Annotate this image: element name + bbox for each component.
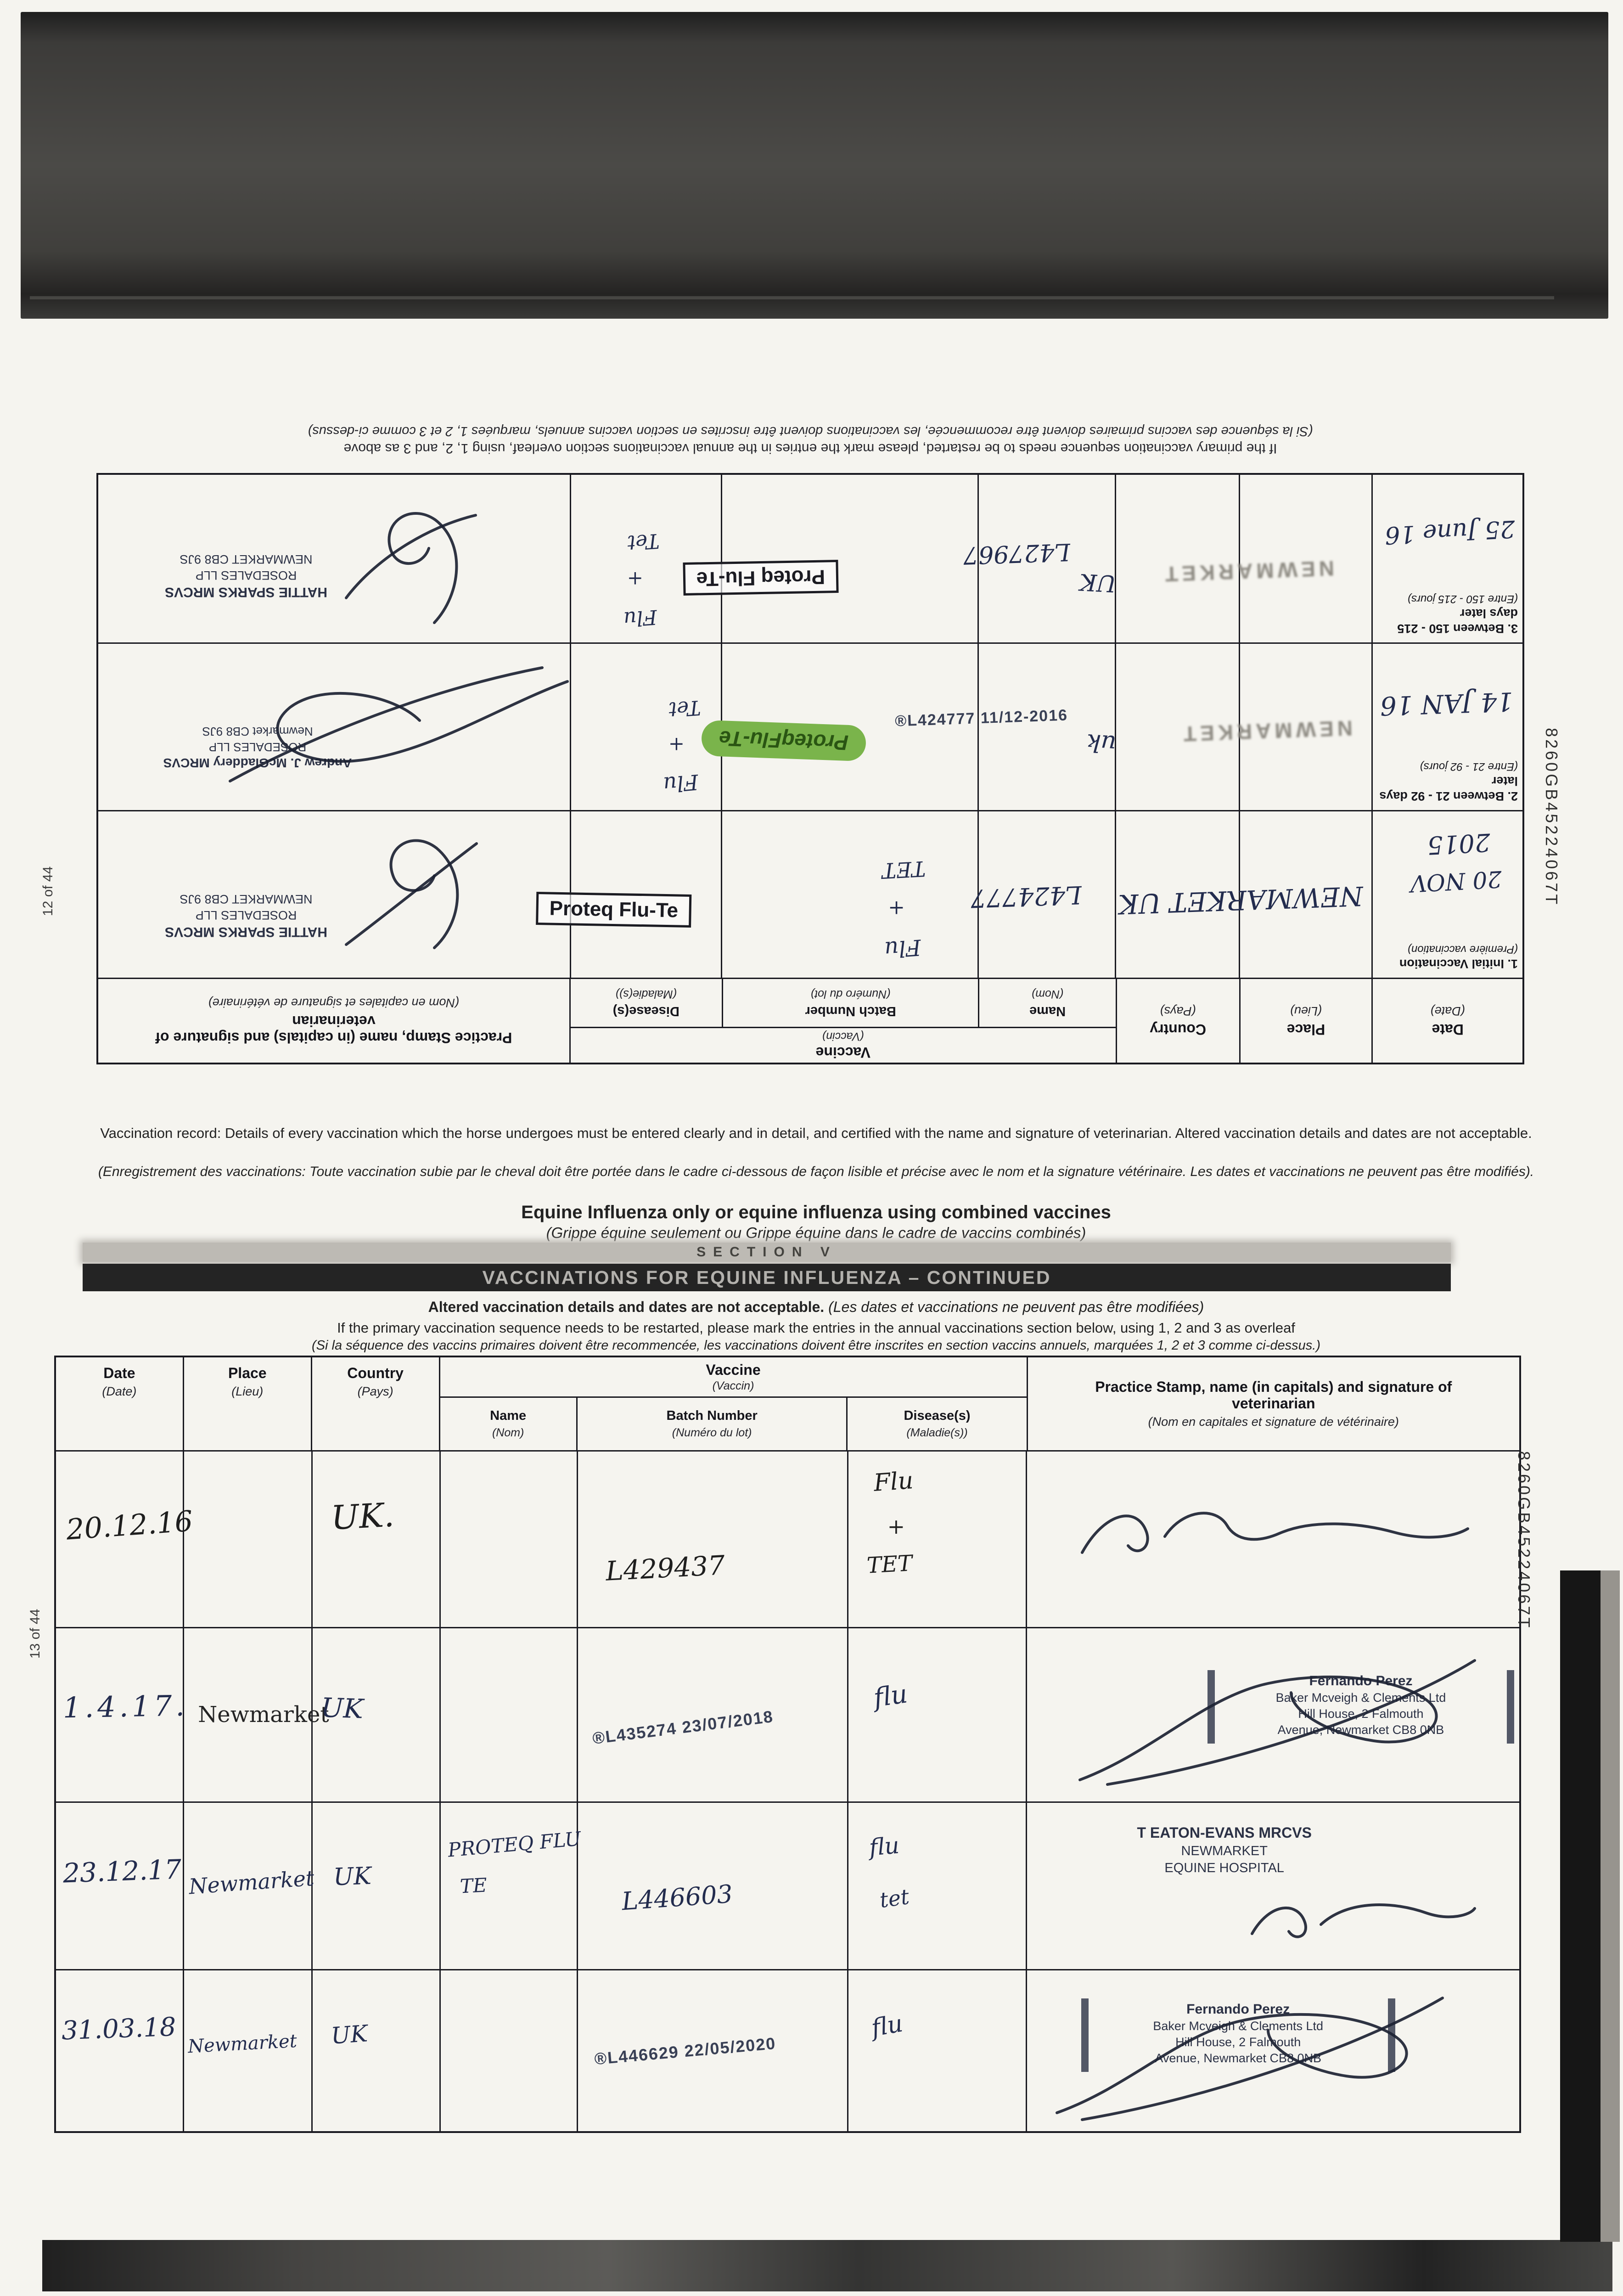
table-header-row <box>56 1357 1519 1452</box>
eaton-evans-stamp <box>1082 1823 1367 1877</box>
header-cell-place <box>184 1357 312 1450</box>
handwritten-batch-number: L429437 <box>605 1549 726 1587</box>
col-header-vaccine: Vaccine <box>706 1361 761 1378</box>
table-header-row <box>98 978 1522 1063</box>
handwritten-batch-number: L427967 <box>962 537 1071 569</box>
col-header-batch-fr: (Numéro du lot) <box>810 987 891 1001</box>
header-cell-batch <box>578 1398 848 1450</box>
handwritten-date: 20 NOV <box>1410 865 1503 897</box>
row-label-en: 2. Between 21 - 92 days later <box>1379 774 1518 803</box>
col-header-disease: Disease(s) <box>904 1408 971 1423</box>
page-number-p12: 12 of 44 <box>40 866 56 916</box>
vet-address: Hill House, 2 Falmouth <box>1298 1707 1424 1721</box>
header-cell-practice-stamp <box>98 979 569 1063</box>
header-cell-disease <box>848 1398 1026 1450</box>
col-header-place-fr: (Lieu) <box>231 1384 264 1398</box>
scanner-binding-band-bottom <box>42 2240 1612 2291</box>
practice-stamp-text <box>145 551 347 601</box>
handwritten-disease: + <box>668 733 685 756</box>
vaccinations-continued-band <box>83 1264 1451 1291</box>
cell-vaccine-name <box>441 1628 578 1801</box>
header-cell-disease <box>571 979 722 1027</box>
batch-ink-stamp: ®L446629 22/05/2020 <box>594 2033 777 2069</box>
vet-address: Hill House, 2 Falmouth <box>1175 2035 1301 2049</box>
section-v-label: SECTION V <box>696 1244 837 1260</box>
altered-details-fr: (Les dates et vaccinations ne peuvent pas être modifiées) <box>828 1299 1204 1315</box>
handwritten-disease: Flu <box>662 769 700 798</box>
cell-batch-number <box>578 1803 848 1969</box>
handwritten-disease: Flu <box>872 1467 914 1497</box>
vet-address: EQUINE HOSPITAL <box>1164 1861 1284 1876</box>
row-label <box>1373 936 1522 978</box>
table-row-entry <box>56 1452 1519 1628</box>
vaccination-table-continued <box>54 1356 1521 2133</box>
cell-country <box>1115 475 1238 642</box>
cell-date <box>1371 811 1522 978</box>
signature <box>1052 1642 1488 1794</box>
cell-date <box>1371 644 1522 810</box>
col-header-batch: Batch Number <box>666 1408 758 1423</box>
col-header-date-fr: (Date) <box>102 1384 137 1398</box>
cell-country <box>313 1970 441 2131</box>
header-cell-batch <box>722 979 978 1027</box>
col-header-disease: Disease(s) <box>612 1004 680 1019</box>
header-cell-name <box>978 979 1115 1027</box>
handwritten-country: UK <box>320 1692 364 1725</box>
header-cell-place <box>1239 979 1372 1063</box>
handwritten-country: UK <box>332 1862 372 1891</box>
col-header-country-fr: (Pays) <box>1160 1004 1196 1019</box>
restart-note-fr: (Si la séquence des vaccins primaires doivent être recommencée, les vaccinations doivent être inscrites en section vaccins annuels, marquées 1, 2 et 3 comme ci-dessus) <box>308 424 1313 439</box>
vet-address: NEWMARKET CB8 9JS <box>180 892 313 906</box>
col-header-place: Place <box>228 1365 267 1381</box>
cell-country <box>1115 811 1238 978</box>
cell-vaccine-name <box>441 1452 578 1627</box>
handwritten-date: 20.12.16 <box>65 1504 194 1547</box>
vet-practice: Baker Mcveigh & Clements Ltd <box>1275 1691 1446 1705</box>
signature <box>1243 1888 1482 1952</box>
section-v-label-strip <box>83 1243 1451 1262</box>
header-cell-country <box>1116 979 1239 1063</box>
handwritten-date: 1.4.17. <box>62 1688 189 1725</box>
handwritten-date: 25 June 16 <box>1384 514 1516 549</box>
scanner-band-highlight <box>30 296 1554 299</box>
header-cell-date <box>56 1357 184 1450</box>
col-header-batch: Batch Number <box>805 1004 896 1019</box>
handwritten-disease: flu <box>869 2009 905 2043</box>
cell-date <box>1371 475 1522 642</box>
header-cell-practice-stamp <box>1028 1357 1519 1450</box>
signature <box>338 831 531 959</box>
vaccination-table-initial <box>96 473 1524 1064</box>
signature <box>1032 1975 1454 2129</box>
altered-details-en: Altered vaccination details and dates are not acceptable. <box>428 1299 825 1315</box>
vet-practice: ROSEDALES LLP <box>195 568 297 582</box>
col-header-country: Country <box>347 1365 404 1381</box>
cell-batch-number <box>721 475 977 642</box>
cell-vaccine-name <box>977 644 1118 810</box>
vet-address: Avenue, Newmarket CB8 0NB <box>1155 2051 1322 2065</box>
row-label <box>1373 754 1522 810</box>
signature <box>219 661 586 799</box>
handwritten-disease: flu <box>868 1832 900 1861</box>
table-row-entry <box>56 1628 1519 1803</box>
handwritten-disease: Flu <box>623 605 658 631</box>
row-label <box>1373 586 1522 642</box>
restart-note-p12 <box>76 422 1545 457</box>
vet-name: T EATON-EVANS MRCVS <box>1137 1824 1312 1841</box>
handwritten-country: UK. <box>330 1495 395 1537</box>
vet-address: NEWMARKET CB8 9JS <box>180 552 313 566</box>
row-label-en: 1. Initial Vaccination <box>1399 957 1518 971</box>
vet-address: Newmarket CB8 9JS <box>202 724 313 738</box>
header-cell-name <box>440 1398 578 1450</box>
col-header-practice-fr: (Nom en capitales et signature de vétérinaire) <box>208 996 459 1010</box>
handwritten-disease: Flu <box>883 934 922 962</box>
cell-batch-number <box>578 1970 848 2131</box>
handwritten-disease: TET <box>881 856 927 884</box>
scanner-binding-band-top <box>21 12 1608 319</box>
document-code-p12: 8260GB45224067T <box>1542 728 1561 907</box>
header-cell-date <box>1371 979 1522 1063</box>
vet-name: Fernando Perez <box>1186 2002 1290 2017</box>
scan-shadow-strip <box>1560 1570 1601 2242</box>
cell-disease <box>848 1628 1027 1801</box>
handwritten-country: UK <box>330 2020 369 2049</box>
handwritten-vaccine-name: PROTEQ FLU <box>447 1827 582 1862</box>
cell-date <box>56 1628 189 1801</box>
page-number-p13: 13 of 44 <box>28 1609 43 1659</box>
table-row-entry <box>56 1803 1519 1970</box>
col-header-disease-fr: (Maladie(s)) <box>906 1426 968 1440</box>
table-row-entry <box>56 1970 1519 2131</box>
col-header-date: Date <box>1432 1021 1464 1038</box>
handwritten-date: 2015 <box>1426 827 1491 860</box>
handwritten-date: 31.03.18 <box>61 2012 177 2046</box>
cell-place <box>184 1452 312 1627</box>
cell-country <box>313 1452 441 1627</box>
header-cell-country <box>312 1357 440 1450</box>
scan-shadow-strip-light <box>1601 1570 1620 2242</box>
header-group-vaccine <box>569 979 1116 1063</box>
header-group-vaccine <box>440 1357 1028 1450</box>
handwritten-batch-number: L446603 <box>621 1879 734 1916</box>
handwritten-disease: Tet <box>626 529 660 555</box>
col-header-practice: Practice Stamp, name (in capitals) and signature of veterinarian <box>1095 1378 1452 1412</box>
row-label-en: 3. Between 150 - 215 days later <box>1397 607 1518 636</box>
vet-practice: ROSEDALES LLP <box>195 908 297 922</box>
handwritten-disease: Tet <box>668 695 702 721</box>
cell-batch-number <box>578 1452 848 1627</box>
handwritten-disease: flu <box>871 1679 910 1713</box>
col-header-practice-fr: (Nom en capitales et signature de vétérinaire) <box>1148 1415 1399 1429</box>
col-header-vaccine-fr: (Vaccin) <box>822 1030 864 1043</box>
signature <box>1064 1493 1477 1580</box>
col-header-place-fr: (Lieu) <box>1290 1004 1322 1019</box>
col-header-country: Country <box>1150 1021 1206 1038</box>
proteq-flu-te-box-stamp: Proteq Flu-Te <box>683 560 839 596</box>
cell-date <box>56 1452 194 1627</box>
document-code-p13: 8260GB45224067T <box>1515 1451 1533 1630</box>
handwritten-country: UK <box>1079 568 1117 597</box>
handwritten-disease: TET <box>866 1550 913 1579</box>
section-title-fr: (Grippe équine seulement ou Grippe équine dans le cadre de vaccins combinés) <box>546 1224 1086 1241</box>
row-label-fr: (Entre 21 - 92 jours) <box>1420 760 1518 773</box>
col-header-date-fr: (Date) <box>1430 1004 1465 1019</box>
vet-name: HATTIE SPARKS MRCVS <box>165 585 327 600</box>
proteq-flu-te-box-stamp: Proteq Flu-Te <box>536 892 692 928</box>
col-header-disease-fr: (Maladie(s)) <box>615 987 677 1001</box>
handwritten-batch-number: L424777 <box>970 880 1083 913</box>
handwritten-disease: + <box>627 568 643 590</box>
vet-practice: ROSEDALES LLP <box>208 740 307 754</box>
col-header-batch-fr: (Numéro du lot) <box>672 1426 752 1440</box>
cell-place <box>184 1628 329 1801</box>
cell-place <box>1118 811 1371 978</box>
cell-practice-stamp <box>1027 1970 1519 2131</box>
col-header-country-fr: (Pays) <box>357 1384 393 1398</box>
section-title-en: Equine Influenza only or equine influenza using combined vaccines <box>521 1202 1111 1222</box>
cell-vaccine-name <box>441 1803 582 1969</box>
row-label-fr: (Entre 150 - 215 jours) <box>1407 593 1518 606</box>
table-row-initial-vaccination <box>98 810 1522 978</box>
cell-place <box>184 1803 315 1969</box>
handwritten-country: uk <box>1085 728 1118 758</box>
vet-name: Fernando Perez <box>1309 1673 1413 1688</box>
cell-country <box>313 1803 441 1969</box>
vet-practice: Baker Mcveigh & Clements Ltd <box>1153 2019 1324 2033</box>
handwritten-place: Newmarket <box>187 2030 298 2058</box>
table-row-third-vaccination <box>98 475 1522 642</box>
stamp-bar <box>1507 1670 1514 1744</box>
col-header-place: Place <box>1286 1021 1325 1038</box>
col-header-date: Date <box>103 1365 135 1381</box>
col-header-name-fr: (Nom) <box>492 1426 524 1440</box>
cell-practice-stamp <box>1027 1803 1519 1969</box>
restart-note-p13-fr: (Si la séquence des vaccins primaires doivent être recommencée, les vaccinations doivent être inscrites en section vaccins annuels, marquées 1, 2 et 3 comme ci-dessus.) <box>312 1338 1320 1353</box>
table-row-second-vaccination <box>98 642 1522 810</box>
cell-date <box>56 1970 184 2131</box>
practice-stamp-text <box>145 891 347 941</box>
signature <box>343 502 526 636</box>
cell-batch-number <box>578 1628 848 1801</box>
page-12-upside-down <box>76 395 1545 1064</box>
restart-note-en: If the primary vaccination sequence needs to be restarted, please mark the entries in the annual vaccinations section overleaf, using 1, 2, and 3 as above <box>343 441 1277 456</box>
cell-practice-stamp <box>1027 1628 1519 1801</box>
handwritten-disease: tet <box>878 1884 911 1913</box>
handwritten-vaccine-name: TE <box>459 1874 488 1898</box>
col-header-name: Name <box>490 1408 527 1423</box>
vet-address: Avenue, Newmarket CB8 0NB <box>1277 1723 1444 1737</box>
vaccination-record-paragraph-en: Vaccination record: Details of every vaccination which the horse undergoes must be entered clearly and in detail, and certified with the name and signature of veterinarian. Altered vaccination details and dates are not acceptable. <box>100 1125 1532 1141</box>
cell-practice-stamp <box>1027 1452 1519 1627</box>
batch-ink-stamp: ®L424777 11/12-2016 <box>894 706 1068 730</box>
handwritten-place: NEWMARKET UK <box>1118 880 1364 920</box>
handwritten-disease: + <box>888 896 905 920</box>
handwritten-disease: + <box>887 1514 905 1539</box>
altered-details-line <box>67 1298 1566 1317</box>
restart-note-p13-en: If the primary vaccination sequence needs to be restarted, please mark the entries in the annual vaccinations section below, using 1, 2 and 3 as overleaf <box>337 1320 1295 1336</box>
cell-disease <box>848 1452 1027 1627</box>
batch-ink-stamp: ®L435274 23/07/2018 <box>591 1706 775 1748</box>
col-header-vaccine-fr: (Vaccin) <box>712 1379 754 1392</box>
cell-date <box>56 1803 184 1969</box>
handwritten-date: 23.12.17 <box>62 1853 182 1889</box>
vet-practice: NEWMARKET <box>1181 1843 1268 1858</box>
cell-disease <box>848 1970 1027 2131</box>
band-title: VACCINATIONS FOR EQUINE INFLUENZA – CONTINUED <box>482 1266 1051 1288</box>
col-header-vaccine: Vaccine <box>815 1044 870 1061</box>
vet-name: HATTIE SPARKS MRCVS <box>165 924 327 940</box>
cell-batch-number <box>721 811 977 978</box>
proteqflu-te-green-stamp: ProteqFlu-Te <box>701 720 866 761</box>
newmarket-smudged-stamp: NEWMARKET <box>1161 556 1335 586</box>
place-printed: Newmarket <box>198 1702 329 1728</box>
col-header-name: Name <box>1029 1004 1066 1019</box>
cell-country <box>313 1628 441 1801</box>
vaccination-record-paragraph-fr: (Enregistrement des vaccinations: Toute vaccination subie par le cheval doit être portée dans le cadre ci-dessous de façon lisible et précise avec le nom et la signature vétérinaire. Les dates et vaccinations ne peuvent pas être modifiés). <box>98 1164 1534 1179</box>
row-label-fr: (Première vaccination) <box>1407 943 1518 956</box>
cell-vaccine-name <box>441 1970 578 2131</box>
cell-disease <box>848 1803 1027 1969</box>
newmarket-smudged-stamp: NEWMARKET <box>1179 716 1353 746</box>
cell-place <box>184 1970 312 2131</box>
handwritten-place: Newmarket <box>188 1865 315 1899</box>
col-header-practice: Practice Stamp, name (in capitals) and signature of veterinarian <box>155 1013 512 1047</box>
vet-name: Andrew J. McGladdery MRCVS <box>163 756 352 770</box>
hand-written-date: 14 JAN 16 <box>1379 686 1514 721</box>
col-header-name-fr: (Nom) <box>1031 987 1064 1001</box>
